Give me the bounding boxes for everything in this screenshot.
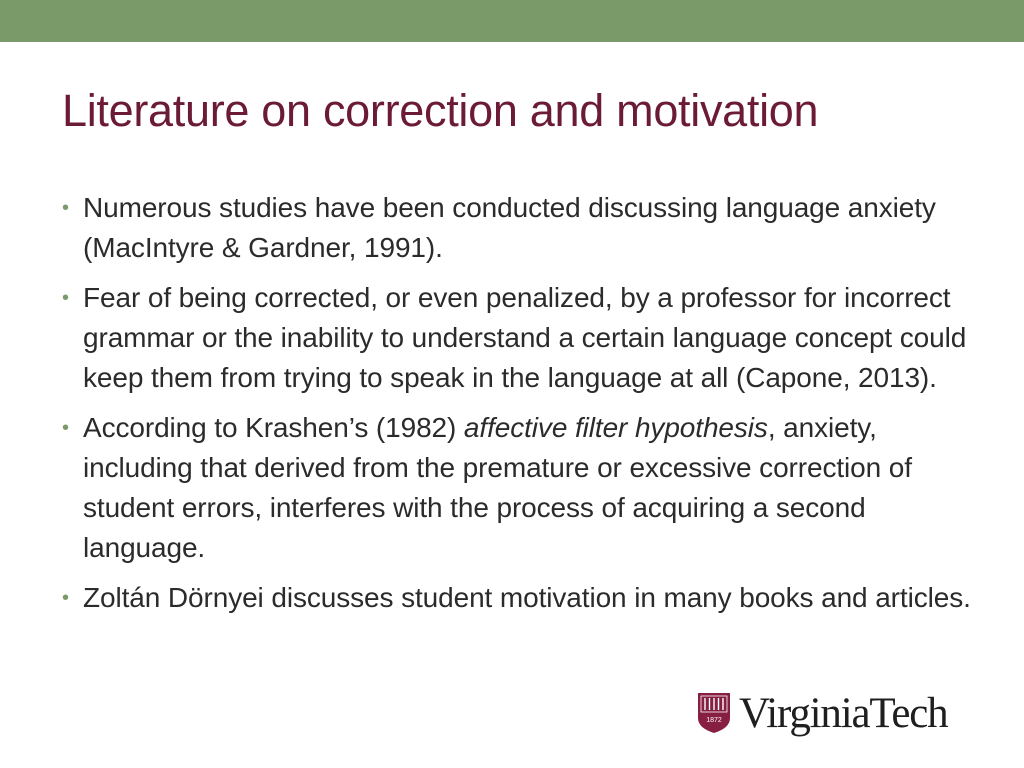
bullet-text-after: , anxiety, including that derived from the premature or excessive correction of student errors, interferes with the process of acquiring a second language. [83,412,912,563]
bullet-marker: • [62,417,69,439]
bullet-marker: • [62,287,69,309]
bullet-text-italic: affective filter hypothesis [463,412,768,443]
bullet-text: Zoltán Dörnyei discusses student motivation in many books and articles. [83,582,971,613]
virginia-tech-logo [697,688,977,740]
bullet-text-before: According to Krashen’s (1982) [83,412,464,443]
shield-year: 1872 [706,717,722,724]
shield-icon [697,692,731,734]
bullet-list [62,188,982,628]
slide-title: Literature on correction and motivation [62,85,819,136]
bullet-marker: • [62,587,69,609]
bullet-marker: • [62,197,69,219]
bullet-text: Numerous studies have been conducted discussing language anxiety (MacIntyre & Gardner, 1991). [83,192,936,263]
bullet-text: Fear of being corrected, or even penalized, by a professor for incorrect grammar or the inability to understand a certain language concept could keep them from trying to speak in the language at all (Capone, 2013). [83,282,967,393]
logo-wordmark: VirginiaTech [739,690,948,737]
bullet-item [62,408,982,568]
top-accent-band [0,0,1024,42]
bullet-item [62,578,982,618]
bullet-item [62,188,982,268]
bullet-item [62,278,982,398]
